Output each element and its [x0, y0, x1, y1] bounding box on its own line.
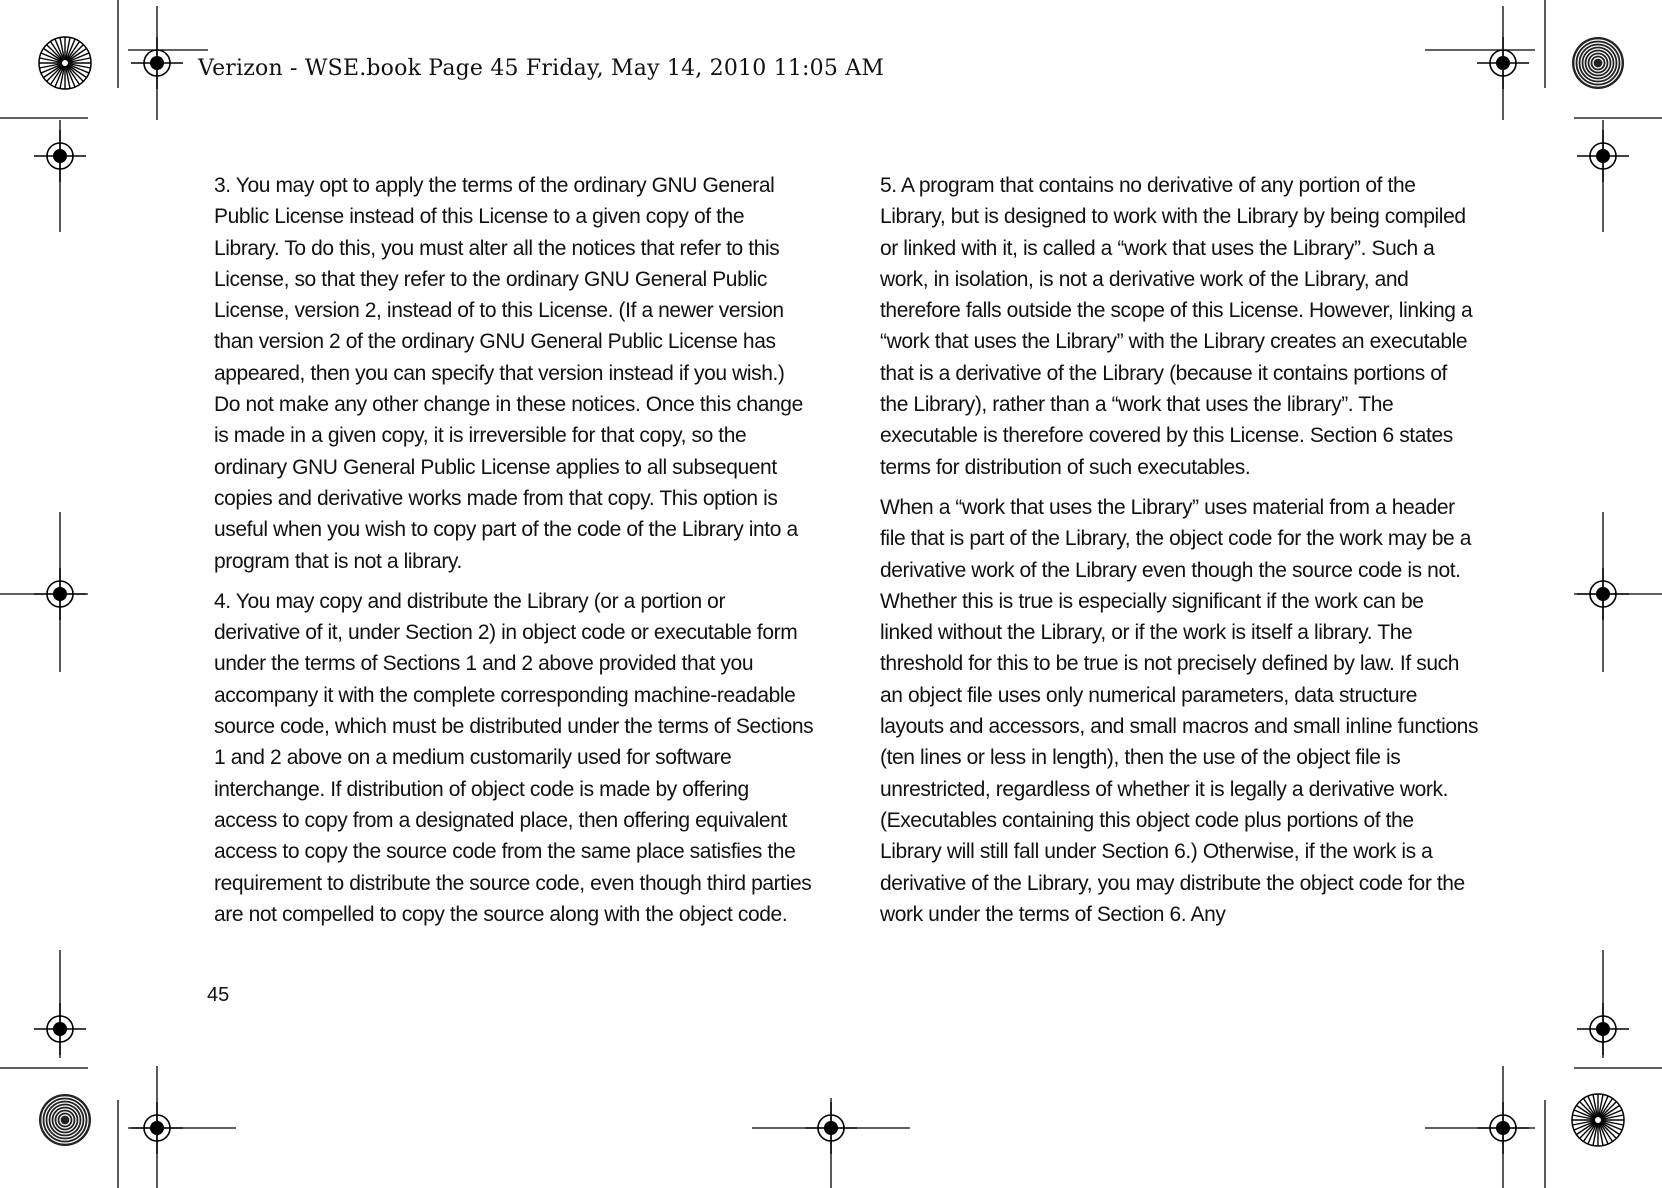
right-column	[880, 170, 1480, 939]
print-slug-header: Verizon - WSE.book Page 45 Friday, May 14, 2010 11:05 AM	[198, 56, 885, 81]
paragraph-section-3: 3. You may opt to apply the terms of the ordinary GNU General Public License instead of this License to a given copy of the Library. To do this, you must alter all the notices that refer to this License, so that they refer to the ordinary GNU General Public License, version 2, instead of to this License. (If a newer version than version 2 of the ordinary GNU General Public License has appeared, then you can specify that version instead if you wish.) Do not make any other change in these notices. Once this change is made in a given copy, it is irreversible for that copy, so the ordinary GNU General Public License applies to all subsequent copies and derivative works made from that copy. This option is useful when you wish to copy part of the code of the Library into a program that is not a library.	[214, 174, 803, 573]
left-column	[214, 170, 814, 939]
paragraph-header-file-usage: When a “work that uses the Library” uses material from a header file that is part of the Library, the object code for the work may be a derivative work of the Library even though the source code is not. Whether this is true is especially significant if the work can be linked without the Library, or if the work is itself a library. The threshold for this to be true is not precisely defined by law. If such an object file uses only numerical parameters, data structure layouts and accessors, and small macros and small inline functions (ten lines or less in length), then the use of the object file is unrestricted, regardless of whether it is legally a derivative work. (Executables containing this object code plus portions of the Library will still fall under Section 6.) Otherwise, if the work is a derivative of the Library, you may distribute the object code for the work under the terms of Section 6. Any	[880, 495, 1479, 926]
starburst-target-bottom-right	[1572, 1094, 1624, 1146]
ring-target-top-right	[1572, 37, 1624, 89]
paragraph-section-5: 5. A program that contains no derivative of any portion of the Library, but is designed to work with the Library by being compiled or linked with it, is called a “work that uses the Library”. Such a work, in isolation, is not a derivative work of the Library, and therefore falls outside the scope of this License. However, linking a “work that uses the Library” with the Library creates an executable that is a derivative of the Library (because it contains portions of the Library), rather than a “work that uses the library”. The executable is therefore covered by this License. Section 6 states terms for distribution of such executables.	[880, 174, 1473, 479]
page-number: 45	[207, 984, 230, 1006]
ring-target-bottom-left	[39, 1094, 91, 1146]
starburst-target-top-left	[39, 37, 91, 89]
paragraph-section-4: 4. You may copy and distribute the Library (or a portion or derivative of it, under Section 2) in object code or executable form under the terms of Sections 1 and 2 above provided that you accompany it with the complete corresponding machine-readable source code, which must be distributed under the terms of Sections 1 and 2 above on a medium customarily used for software interchange. If distribution of object code is made by offering access to copy from a designated place, then offering equivalent access to copy the source code from the same place satisfies the requirement to distribute the source code, even though third parties are not compelled to copy the source along with the object code.	[214, 589, 814, 926]
